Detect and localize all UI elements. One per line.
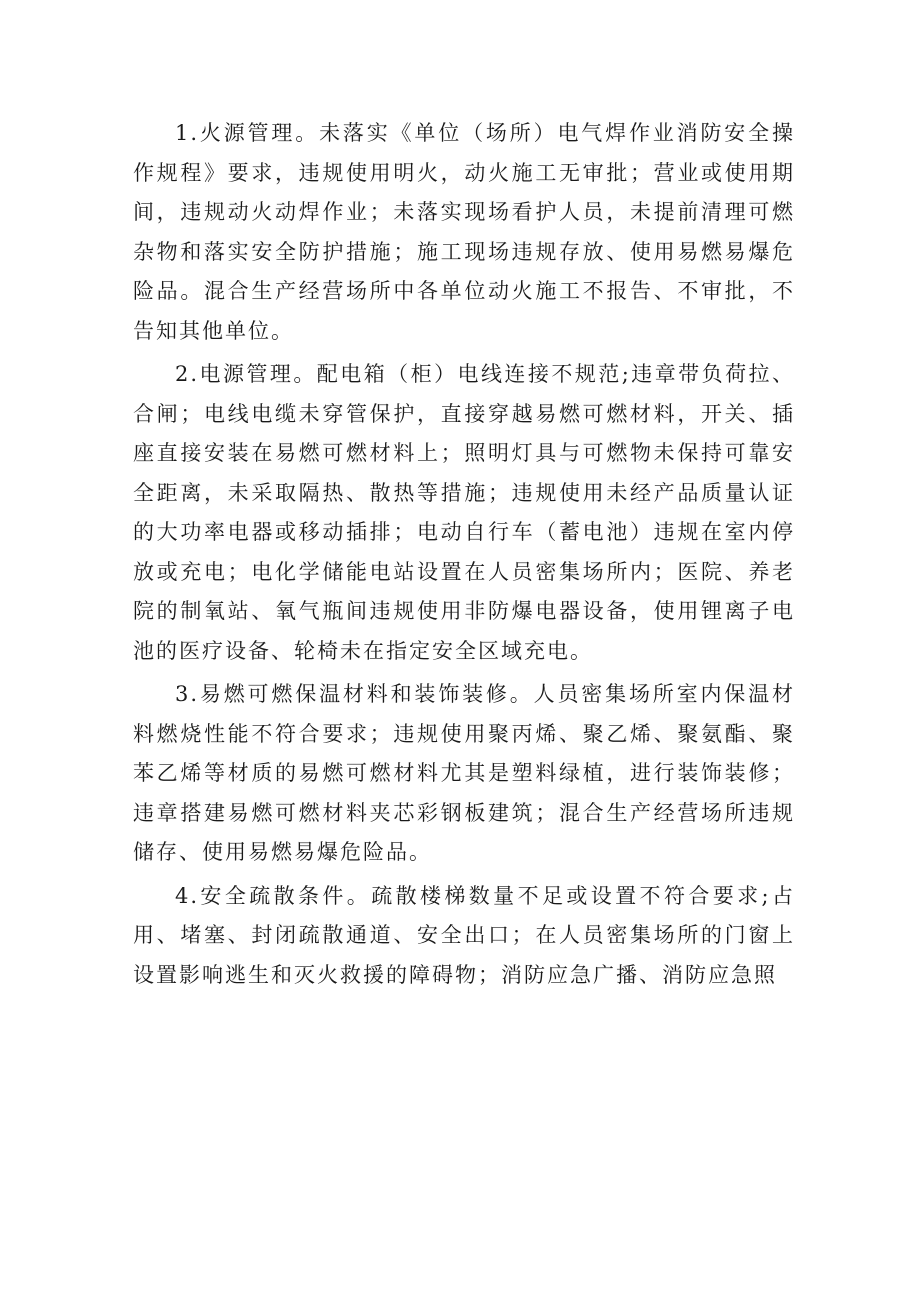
paragraph-safe-evacuation: 4.安全疏散条件。疏散楼梯数量不足或设置不符合要求;占用、堵塞、封闭疏散通道、安全出口；在人员密集场所的门窗上设置影响逃生和灭火救援的障碍物；消防应急广播、消防应急照	[133, 883, 795, 987]
paragraph-flammable-materials-decoration: 3.易燃可燃保温材料和装饰装修。人员密集场所室内保温材料燃烧性能不符合要求；违规使用聚丙烯、聚乙烯、聚氨酯、聚苯乙烯等材质的易燃可燃材料尤其是塑料绿植，进行装饰装修；违章搭建易燃可燃材料夹芯彩钢板建筑；混合生产经营场所违规储存、使用易燃易爆危险品。	[133, 682, 795, 864]
paragraph-fire-source-management: 1.火源管理。未落实《单位（场所）电气焊作业消防安全操作规程》要求，违规使用明火，动火施工无审批；营业或使用期间，违规动火动焊作业；未落实现场看护人员，未提前清理可燃杂物和落实安全防护措施；施工现场违规存放、使用易燃易爆危险品。混合生产经营场所中各单位动火施工不报告、不审批，不告知其他单位。	[133, 121, 795, 343]
paragraph-power-management: 2.电源管理。配电箱（柜）电线连接不规范;违章带负荷拉、合闸；电线电缆未穿管保护，直接穿越易燃可燃材料，开关、插座直接安装在易燃可燃材料上；照明灯具与可燃物未保持可靠安全距离，未采取隔热、散热等措施；违规使用未经产品质量认证的大功率电器或移动插排；电动自行车（蓄电池）违规在室内停放或充电；电化学储能电站设置在人员密集场所内；医院、养老院的制氧站、氧气瓶间违规使用非防爆电器设备，使用锂离子电池的医疗设备、轮椅未在指定安全区域充电。	[133, 362, 795, 663]
document-body	[133, 114, 795, 995]
